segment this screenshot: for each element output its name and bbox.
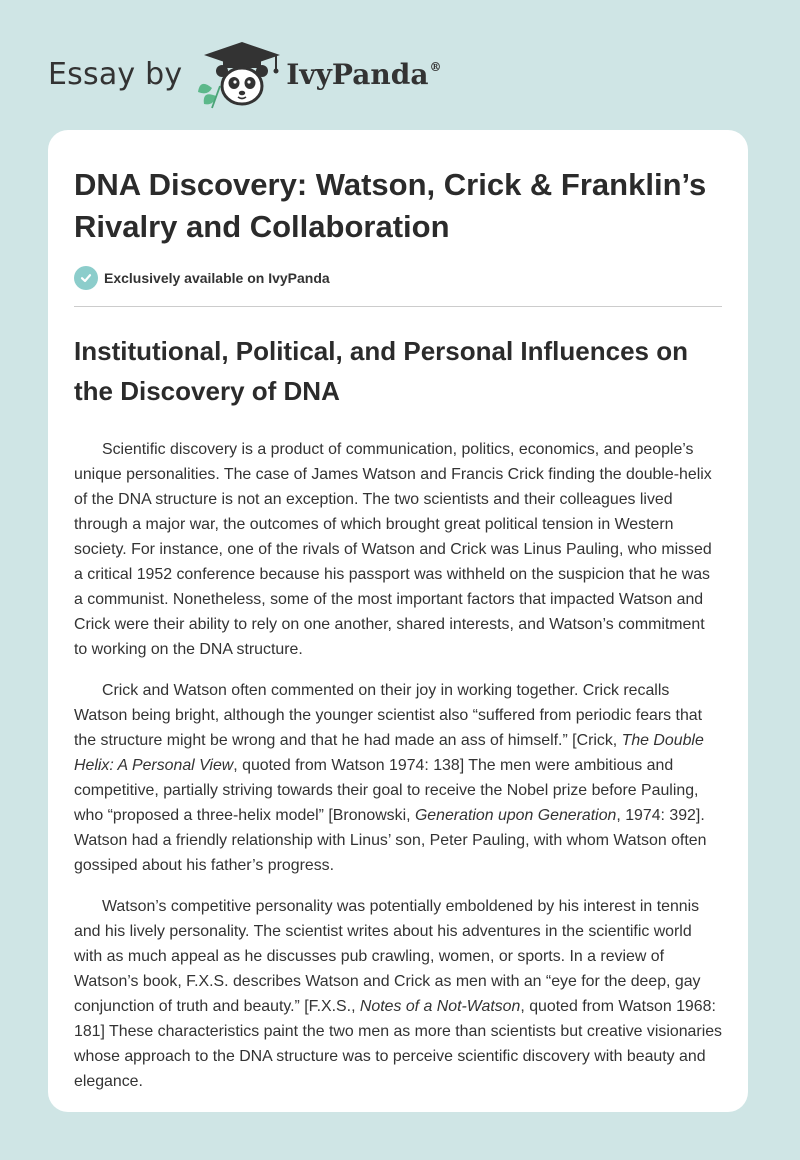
paragraph: [74, 678, 722, 878]
paragraph: [74, 437, 722, 662]
section-heading: Institutional, Political, and Personal Influences on the Discovery of DNA: [74, 336, 688, 406]
brand-name[interactable]: IvyPanda®: [286, 57, 442, 91]
paragraph-text: Scientific discovery is a product of communication, politics, economics, and people’s unique personalities. The case of James Watson and Francis Crick finding the double-helix of the DNA structure is not an exception. The two scientists and their colleagues lived through a major war, the outcomes of which brought great political tension in Western society. For instance, one of the rivals of Watson and Crick was Linus Pauling, who missed a critical 1952 conference because his passport was withheld on the suspicion that he was a communist. Nonetheless, some of the most important factors that impacted Watson and Crick were their ability to rely on one another, shared interests, and Watson’s commitment to working on the DNA structure.: [74, 441, 712, 658]
brand-prefix: Essay by: [48, 56, 183, 92]
cited-work-title: Generation upon Generation: [414, 807, 617, 824]
registered-mark: ®: [429, 59, 442, 74]
article-card: [48, 130, 748, 1112]
cited-work-title: The Double Helix: A Personal View: [74, 732, 704, 774]
graduation-cap-panda-logo: [190, 38, 284, 110]
exclusive-badge: [74, 266, 722, 290]
check-icon: [74, 266, 98, 290]
article-title: DNA Discovery: Watson, Crick & Franklin’s Rivalry and Collaboration: [74, 167, 707, 244]
paragraph-text: , quoted from Watson 1968: 181] These characteristics paint the two men as more than scientists but creative visionaries whose approach to the DNA structure was to perceive scientific discovery with beauty and elegance.: [74, 998, 723, 1090]
paragraph: [74, 894, 722, 1094]
paragraph-text: Crick and Watson often commented on their joy in working together. Crick recalls Watson being bright, although the younger scientist also “suffered from periodic fears that the structure might be wrong and that he had made an ass of himself.” [Crick,: [74, 682, 703, 749]
paragraph-text: , quoted from Watson 1974: 138] The men were ambitious and competitive, partially striving towards their goal to receive the Nobel prize before Pauling, who “proposed a three-helix model” [Bronowski,: [74, 757, 699, 824]
exclusive-label: Exclusively available on IvyPanda: [104, 270, 330, 286]
header-divider: [74, 306, 722, 307]
cited-work-title: Notes of a Not-Watson: [359, 998, 521, 1015]
site-header: [48, 34, 441, 114]
paragraph-text: Watson’s competitive personality was potentially emboldened by his interest in tennis and his lively personality. The scientist writes about his adventures in the scientific world with as much appeal as he discusses pub crawling, women, or sports. In a review of Watson’s book, F.X.S. describes Watson and Crick as men with an “eye for the deep, gay conjunction of truth and beauty.” [F.X.S.,: [74, 898, 701, 1015]
paragraph-text: , 1974: 392]. Watson had a friendly relationship with Linus’ son, Peter Pauling, with whom Watson often gossiped about his father’s progress.: [74, 807, 707, 874]
